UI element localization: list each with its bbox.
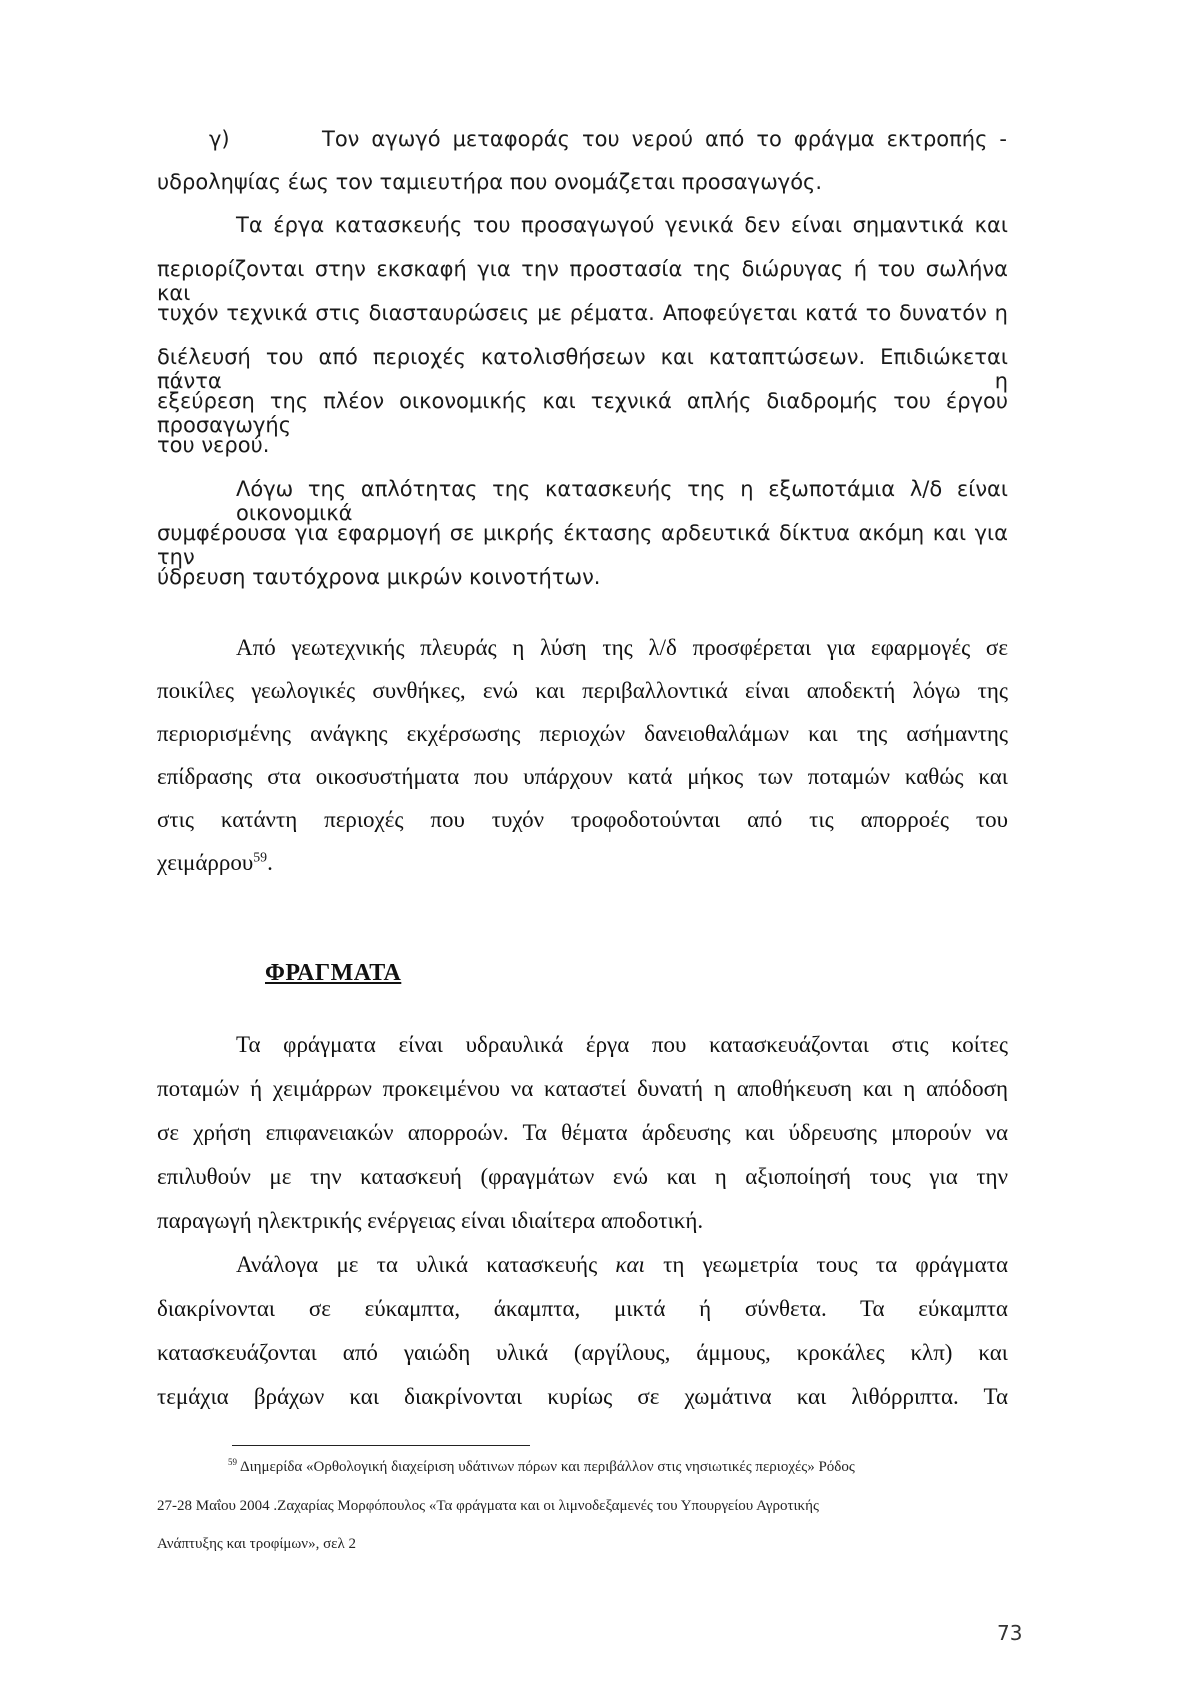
paragraph-3-line-4: επίδρασης στα οικοσυστήματα που υπάρχουν κατά μήκος των ποταμών καθώς και: [157, 764, 1008, 789]
page-number: 73: [997, 1621, 1023, 1645]
paragraph-4-line-1: Τα φράγματα είναι υδραυλικά έργα που κατασκευάζονται στις κοίτες: [236, 1032, 1008, 1057]
section-heading: ΦΡΑΓΜΑΤΑ: [265, 960, 402, 986]
paragraph-5-line-1-a: Ανάλογα με τα υλικά κατασκευής: [236, 1252, 598, 1277]
footnote-number: 59: [228, 1457, 237, 1467]
paragraph-5-line-1-b: τη γεωμετρία τους τα φράγματα: [663, 1252, 1009, 1277]
footnote-line-3: Ανάπτυξης και τροφίμων», σελ 2: [157, 1536, 356, 1552]
paragraph-3-last-word: χειμάρρου: [157, 850, 254, 875]
paragraph-g-line-2: υδροληψίας έως τον ταμιευτήρα που ονομάζεται προσαγωγός.: [157, 170, 823, 194]
paragraph-1-line-1: Τα έργα κατασκευής του προσαγωγού γενικά δεν είναι σημαντικά και: [236, 213, 1008, 237]
paragraph-1-line-2: περιορίζονται στην εκσκαφή για την προστασία της διώρυγας ή του σωλήνα και: [157, 257, 1008, 305]
paragraph-4-line-2: ποταμών ή χειμάρρων προκειμένου να καταστεί δυνατή η αποθήκευση και η απόδοση: [157, 1076, 1008, 1101]
paragraph-4-line-5: παραγωγή ηλεκτρικής ενέργειας είναι ιδιαίτερα αποδοτική.: [157, 1208, 704, 1233]
paragraph-2-line-2: συμφέρουσα για εφαρμογή σε μικρής έκτασης αρδευτικά δίκτυα ακόμη και για την: [157, 521, 1008, 569]
paragraph-2-line-1: Λόγω της απλότητας της κατασκευής της η εξωποτάμια λ/δ είναι οικονομικά: [236, 477, 1008, 525]
paragraph-4-line-3: σε χρήση επιφανειακών απορροών. Τα θέματα άρδευσης και ύδρευσης μπορούν να: [157, 1120, 1008, 1145]
footnote-line-2: 27-28 Μαΐου 2004 .Ζαχαρίας Μορφόπουλος «Τα φράγματα και οι λιμνοδεξαμενές του Υπουργείου Αγροτικής: [157, 1498, 819, 1514]
footnote-reference[interactable]: 59: [253, 849, 268, 865]
paragraph-5-line-1: [236, 1253, 1008, 1277]
paragraph-3-line-3: περιορισμένης ανάγκης εκχέρσωσης περιοχών δανειοθαλάμων και της ασήμαντης: [157, 721, 1008, 746]
paragraph-2-line-3: ύδρευση ταυτόχρονα μικρών κοινοτήτων.: [157, 565, 601, 589]
paragraph-3-end: .: [267, 850, 273, 875]
paragraph-3-line-2: ποικίλες γεωλογικές συνθήκες, ενώ και περιβαλλοντικά είναι αποδεκτή λόγω της: [157, 678, 1008, 703]
list-marker-g: γ): [209, 127, 230, 151]
paragraph-1-line-6: του νερού.: [157, 433, 270, 457]
paragraph-3-line-6: [157, 851, 273, 875]
paragraph-3-line-1: Από γεωτεχνικής πλευράς η λύση της λ/δ προσφέρεται για εφαρμογές σε: [236, 635, 1008, 660]
footnote-divider: [232, 1445, 530, 1446]
footnote-line-1: [228, 1458, 855, 1476]
paragraph-5-line-4: τεμάχια βράχων και διακρίνονται κυρίως σε χωμάτινα και λιθόρριπτα. Τα: [157, 1384, 1008, 1409]
paragraph-5-line-3: κατασκευάζονται από γαιώδη υλικά (αργίλους, άμμους, κροκάλες κλπ) και: [157, 1340, 1008, 1365]
paragraph-3-line-5: στις κατάντη περιοχές που τυχόν τροφοδοτούνται από τις απορροές του: [157, 807, 1008, 832]
paragraph-1-line-3: τυχόν τεχνικά στις διασταυρώσεις με ρέματα. Αποφεύγεται κατά το δυνατόν η: [157, 301, 1008, 325]
paragraph-4-line-4: επιλυθούν με την κατασκευή (φραγμάτων ενώ και η αξιοποίησή τους για την: [157, 1164, 1008, 1189]
paragraph-g-line-1: Τον αγωγό μεταφοράς του νερού από το φράγμα εκτροπής -: [322, 127, 1007, 151]
paragraph-5-line-2: διακρίνονται σε εύκαμπτα, άκαμπτα, μικτά ή σύνθετα. Τα εύκαμπτα: [157, 1296, 1008, 1321]
paragraph-1-line-5: εξεύρεση της πλέον οικονομικής και τεχνικά απλής διαδρομής του έργου προσαγωγής: [157, 389, 1008, 437]
footnote-text-1: Διημερίδα «Ορθολογική διαχείριση υδάτινων πόρων και περιβάλλον στις νησιωτικές περιοχές» Ρόδος: [239, 1459, 855, 1475]
paragraph-5-italic-word: και: [615, 1252, 645, 1277]
paragraph-1-line-4: διέλευσή του από περιοχές κατολισθήσεων και καταπτώσεων. Επιδιώκεται πάντα η: [157, 345, 1008, 393]
